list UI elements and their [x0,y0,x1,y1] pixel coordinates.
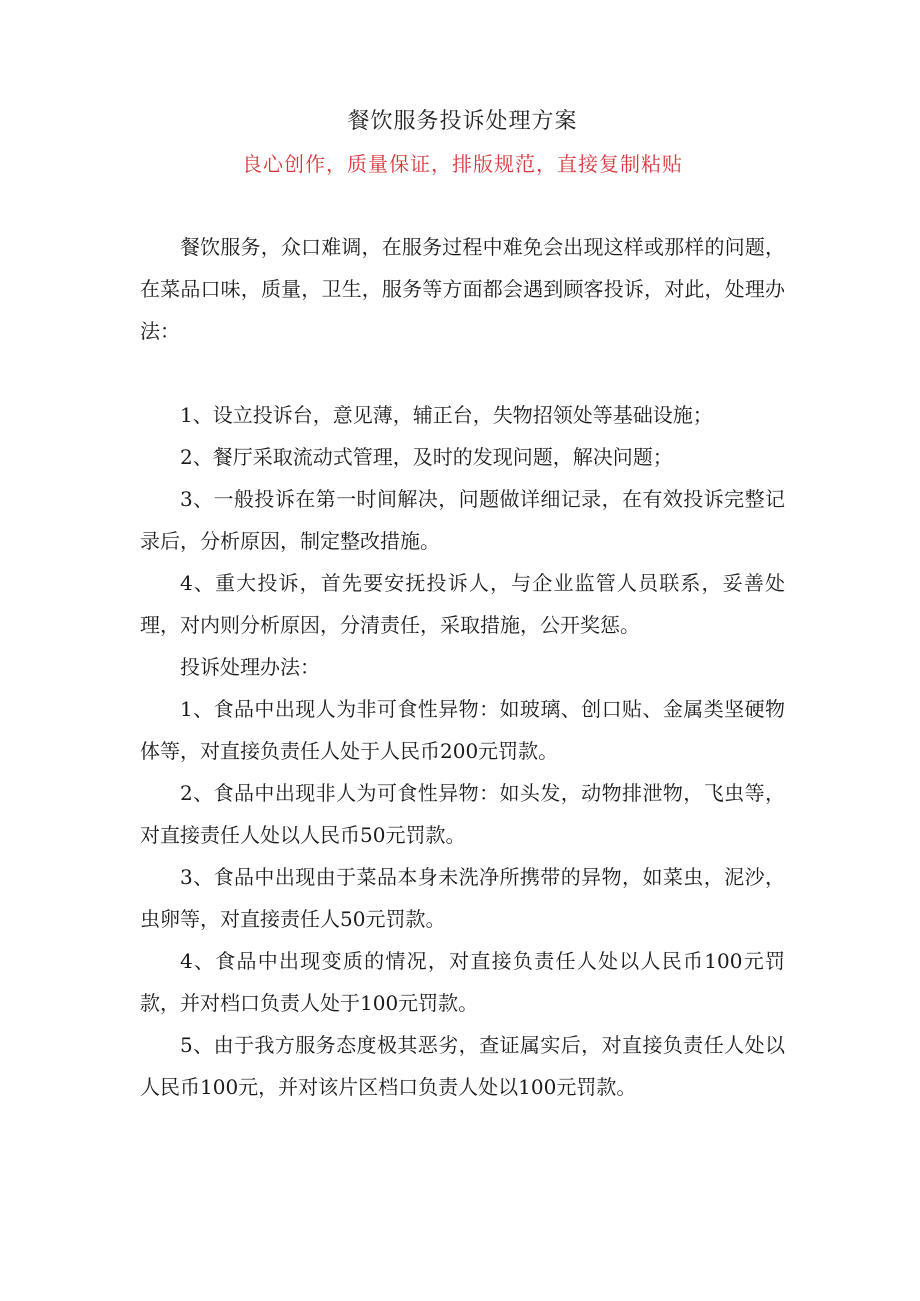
method-heading: 投诉处理办法： [180,655,320,679]
document-subtitle: 良心创作，质量保证，排版规范，直接复制粘贴 [242,152,683,176]
method-item-1: 1、食品中出现人为非可食性异物：如玻璃、创口贴、金属类坚硬物体等，对直接负责任人处于人民币200元罚款。 [140,697,785,763]
document-title: 餐饮服务投诉处理方案 [347,109,578,134]
method-item-5: 5、由于我方服务态度极其恶劣，查证属实后，对直接负责任人处以人民币100元，并对该片区档口负责人处以100元罚款。 [140,1033,785,1099]
method-item-3: 3、食品中出现由于菜品本身未洗净所携带的异物，如菜虫，泥沙，虫卵等，对直接责任人50元罚款。 [140,865,785,931]
method-item-2: 2、食品中出现非人为可食性异物：如头发，动物排泄物，飞虫等，对直接责任人处以人民币50元罚款。 [140,781,785,847]
intro-paragraph: 餐饮服务，众口难调，在服务过程中难免会出现这样或那样的问题，在菜品口味，质量，卫生，服务等方面都会遇到顾客投诉，对此，处理办法： [140,235,785,343]
method-item-4: 4、食品中出现变质的情况，对直接负责任人处以人民币100元罚款，并对档口负责人处于100元罚款。 [140,949,785,1015]
measure-item-1: 1、设立投诉台，意见薄，辅正台，失物招领处等基础设施； [180,403,713,427]
measure-item-2: 2、餐厅采取流动式管理，及时的发现问题，解决问题； [180,445,673,469]
measure-item-4: 4、重大投诉，首先要安抚投诉人，与企业监管人员联系，妥善处理，对内则分析原因，分清责任，采取措施，公开奖惩。 [140,571,785,637]
paragraph-spacer [140,352,785,394]
measure-item-3: 3、一般投诉在第一时间解决，问题做详细记录，在有效投诉完整记录后，分析原因，制定整改措施。 [140,487,785,553]
document-body [140,226,785,1108]
